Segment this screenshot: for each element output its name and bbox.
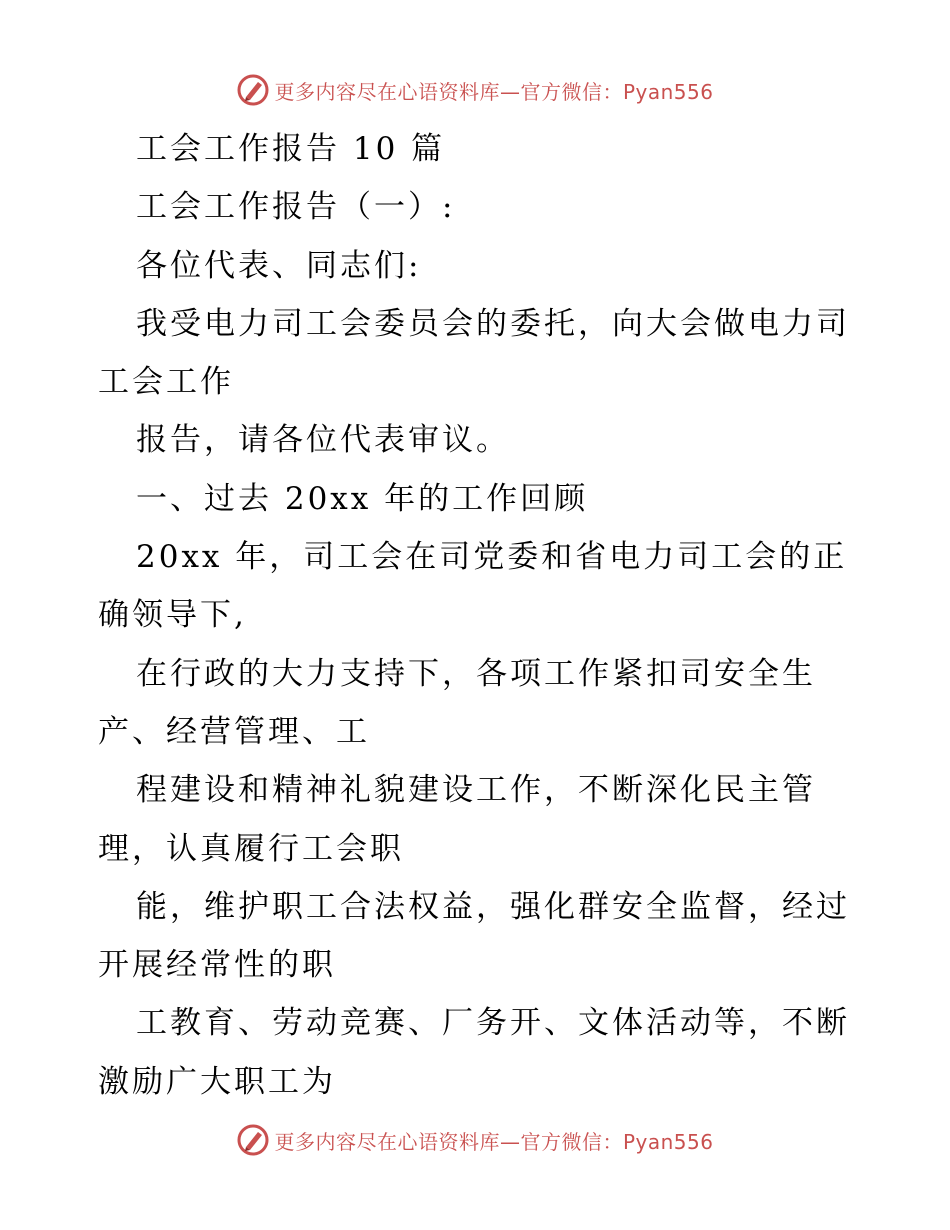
paragraph-line: 工教育、劳动竞赛、厂务开、文体活动等，不断 [136, 1005, 850, 1042]
paragraph-line: 理，认真履行工会职 [98, 830, 404, 867]
banner-text: 更多内容尽在心语资料库—官方微信：Pyan556 [274, 79, 714, 104]
paragraph-line: 在行政的大力支持下，各项工作紧扣司安全生 [136, 655, 816, 692]
paragraph-line: 工会工作 [98, 364, 234, 401]
section-heading: 工会工作报告（一）: [136, 189, 456, 226]
banner-text: 更多内容尽在心语资料库—官方微信：Pyan556 [274, 1129, 714, 1154]
subsection-heading: 一、过去 20xx 年的工作回顾 [136, 480, 589, 517]
paragraph-line: 产、经营管理、工 [98, 713, 370, 750]
pen-logo-icon [236, 1123, 270, 1157]
salutation: 各位代表、同志们: [136, 247, 422, 284]
paragraph-line: 报告，请各位代表审议。 [136, 422, 510, 459]
footer-banner [0, 1120, 950, 1160]
header-banner [0, 70, 950, 110]
paragraph-line: 能，维护职工合法权益，强化群安全监督，经过 [136, 888, 850, 925]
paragraph-line: 程建设和精神礼貌建设工作，不断深化民主管 [136, 772, 816, 809]
paragraph-line: 确领导下, [98, 597, 247, 634]
paragraph-line: 激励广大职工为 [98, 1063, 336, 1100]
paragraph-line: 20xx 年，司工会在司党委和省电力司工会的正 [136, 539, 848, 576]
doc-title: 工会工作报告 10 篇 [136, 131, 446, 167]
pen-logo-icon [236, 73, 270, 107]
paragraph-line: 开展经常性的职 [98, 947, 336, 984]
document-body [98, 120, 878, 1111]
paragraph-line: 我受电力司工会委员会的委托，向大会做电力司 [136, 305, 850, 342]
